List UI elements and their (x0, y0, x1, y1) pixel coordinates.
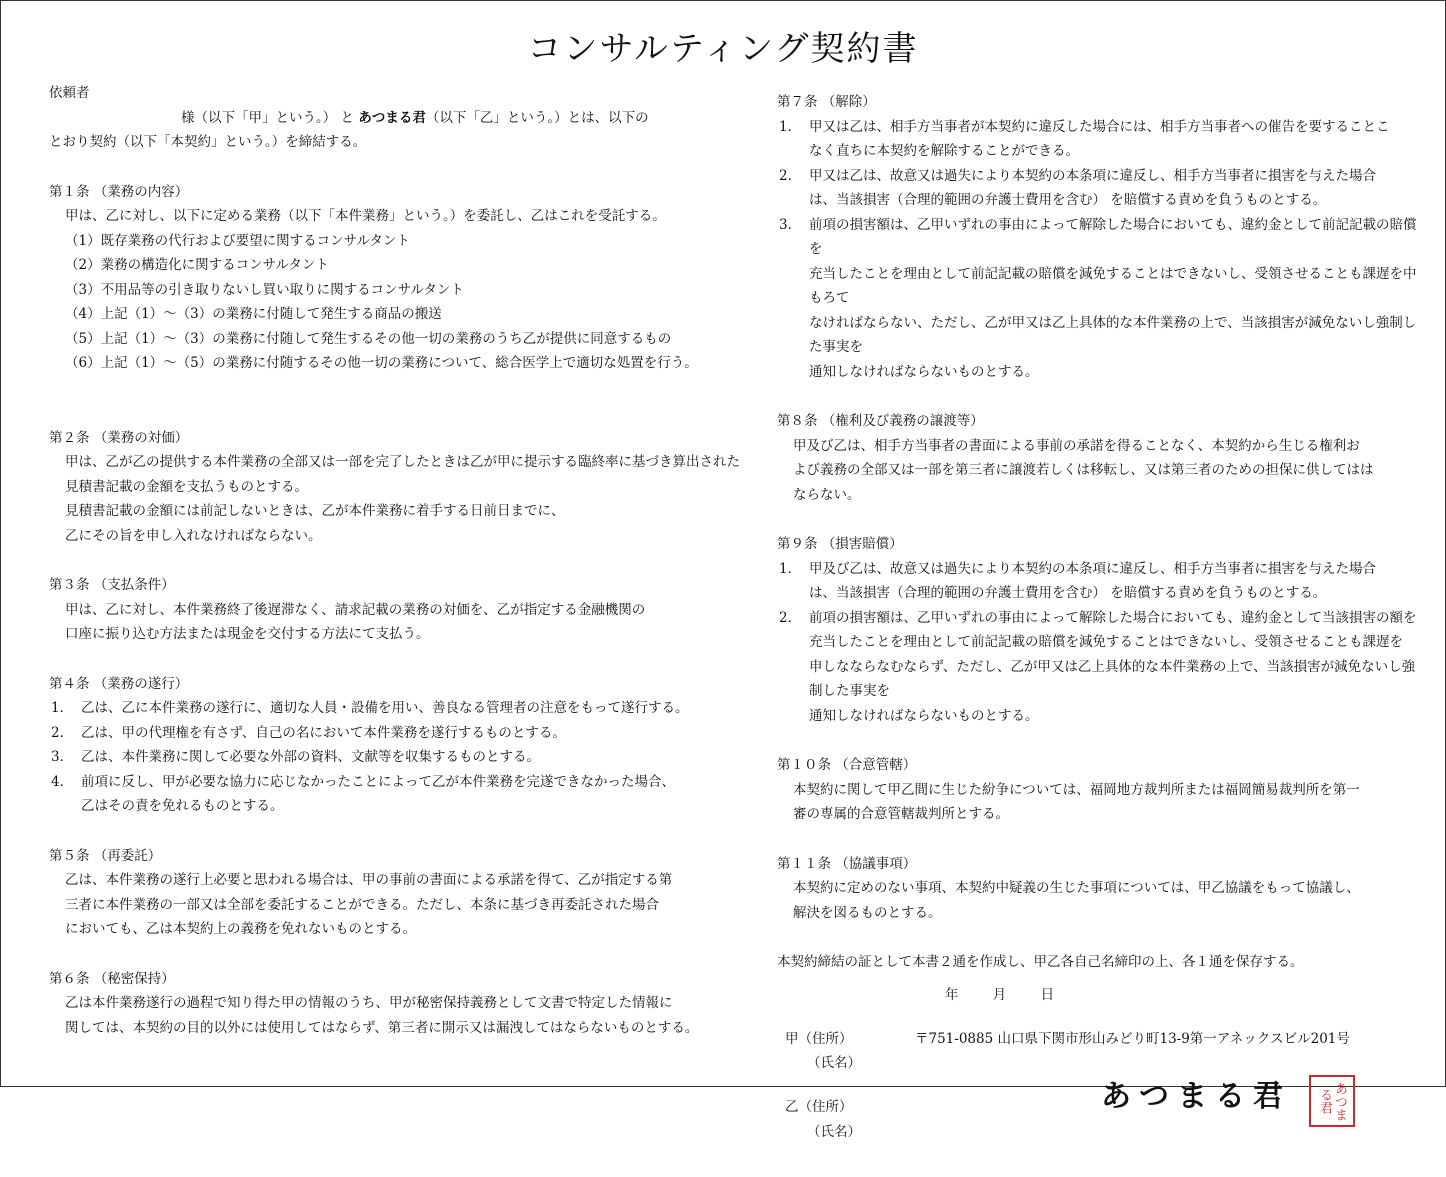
article-text: ならない。 (793, 486, 861, 503)
list-item: （5）上記（1）～（3）の業務に付随して発生するその他一切の業務のうち乙が提供に同意するもの (65, 330, 672, 347)
article-text: 乙は本件業務遂行の過程で知り得た甲の情報のうち、甲が秘密保持義務として文書で特定した情報に (65, 995, 673, 1011)
list-item: 2． 甲又は乙は、故意又は過失により本契約の本条項に違反し、相手方当事者に損害を与えた場合 は、当該損害（合理的範囲の弁護士費用を含む） を賠償する責めを負うものとする。 (779, 167, 1376, 208)
article-heading: 第１１条 （協議事項） (777, 855, 917, 872)
article-text: 本契約に定めのない事項、本契約中疑義の生じた事項については、甲乙協議をもって協議し、 (793, 880, 1360, 896)
article-heading: 第８条 （権利及び義務の譲渡等） (777, 413, 984, 429)
party-otsu-name: あつまる君 (1101, 1079, 1291, 1114)
intro-client-label: 依頼者 (49, 85, 90, 101)
party-otsu-name-label: （氏名） (807, 1124, 861, 1140)
list-item: 4． 前項に反し、甲が必要な協力に応じなかったことによって乙が本件業務を完遂できなかった場合、 乙はその責を免れるものとする。 (51, 773, 675, 814)
list-item: （1）既存業務の代行および要望に関するコンサルタント (65, 232, 410, 249)
article-text: 甲は、乙が乙の提供する本件業務の全部又は一部を完了したときは乙が甲に提示する臨終率に基づき算出された (65, 454, 740, 470)
article-text: よび義務の全部又は一部を第三者に譲渡若しくは移転し、又は第三者のための担保に供してはは (793, 462, 1374, 478)
article-heading: 第４条 （業務の遂行） (49, 675, 189, 692)
article-text: 見積書記載の金額を支払うものとする。 (65, 478, 308, 495)
intro-line-2: とおり契約（以下「本契約」という。）を締結する。 (49, 134, 367, 150)
list-item: 3． 乙は、本件業務に関して必要な外部の資料、文献等を収集するものとする。 (51, 749, 540, 765)
article-text: 乙は、本件業務の遂行上必要と思われる場合は、甲の事前の書面による承諾を得て、乙が指定する第 (65, 872, 673, 888)
article-heading: 第３条 （支払条件） (49, 577, 175, 593)
party-kou-address: 〒751-0885 山口県下関市形山みどり町13-9第一アネックスビル201号 (915, 1031, 1350, 1047)
signing-date: 年 月 日 (945, 986, 1055, 1003)
article-3 (49, 573, 721, 647)
article-text: 解決を図るものとする。 (793, 904, 942, 921)
party-kou-address-label: 甲（住所） (785, 1031, 853, 1047)
list-item: （4）上記（1）～（3）の業務に付随して発生する商品の搬送 (65, 306, 442, 322)
article-11 (777, 852, 1427, 926)
party-otsu-address-label: 乙（住所） (785, 1099, 853, 1115)
article-text: 甲は、乙に対し、以下に定める業務（以下「本件業務」という。）を委託し、乙はこれを受託する。 (65, 208, 666, 224)
article-text: 乙にその旨を申し入れなければならない。 (65, 527, 322, 544)
list-item: 2． 前項の損害額は、乙甲いずれの事由によって解除した場合においても、違約金として当該損害の額を 充当したことを理由として前記記載の賠償を減免することはできないし、受領させることも課遅を 申しなならなむならず、ただし、乙が甲又は乙上具体的な本件業務の上で、当該損害が減免ないし強制した事実を 通知しなければならないものとする。 (779, 609, 1417, 724)
article-text: 関しては、本契約の目的以外には使用してはならず、第三者に開示又は漏洩してはならないものとする。 (65, 1019, 699, 1036)
article-text: 口座に振り込む方法または現金を交付する方法にて支払う。 (65, 626, 430, 642)
closing-statement: 本契約締結の証として本書２通を作成し、甲乙各自己名締印の上、各１通を保存する。 (777, 954, 1304, 970)
article-heading: 第２条 （業務の対価） (49, 429, 189, 446)
article-text: 本契約に関して甲乙間に生じた紛争については、福岡地方裁判所または福岡簡易裁判所を第一 (793, 781, 1360, 798)
list-item: （2）業務の構造化に関するコンサルタント (65, 257, 329, 273)
article-1 (49, 180, 721, 376)
article-text: 見積書記載の金額には前記しないときは、乙が本件業務に着手する日前日までに、 (65, 503, 565, 519)
article-text: 審の専属的合意管轄裁判所とする。 (793, 806, 1009, 822)
parties-block (777, 1027, 1427, 1177)
article-4 (49, 672, 721, 819)
list-item: 1． 甲及び乙は、故意又は過失により本契約の本条項に違反し、相手方当事者に損害を与えた場合 は、当該損害（合理的範囲の弁護士費用を含む） を賠償する責めを負うものとする。 (779, 560, 1376, 601)
article-7 (777, 90, 1427, 384)
article-9 (777, 532, 1427, 728)
right-column (777, 90, 1427, 1177)
client-name: あつまる君 (358, 109, 426, 126)
article-text: においても、乙は本契約上の義務を免れないものとする。 (65, 921, 416, 937)
article-text: 甲及び乙は、相手方当事者の書面による事前の承諾を得ることなく、本契約から生じる権利お (793, 437, 1360, 454)
article-heading: 第６条 （秘密保持） (49, 970, 175, 987)
list-item: 1． 甲又は乙は、相手方当事者が本契約に違反した場合には、相手方当事者への催告を要することこ なく直ちに本契約を解除することができる。 (779, 118, 1390, 159)
article-5 (49, 844, 721, 942)
article-heading: 第１０条 （合意管轄） (777, 757, 917, 773)
list-item: 1． 乙は、乙に本件業務の遂行に、適切な人員・設備を用い、善良なる管理者の注意をもって遂行する。 (51, 700, 689, 716)
list-item: （3）不用品等の引き取りないし買い取りに関するコンサルタント (65, 281, 464, 298)
document-title: コンサルティング契約書 (527, 29, 919, 69)
article-heading: 第７条 （解除） (777, 94, 876, 110)
left-column (49, 81, 740, 1040)
article-2 (49, 426, 740, 549)
article-10 (777, 753, 1427, 827)
article-heading: 第５条 （再委託） (49, 847, 162, 864)
article-heading: 第１条 （業務の内容） (49, 183, 189, 200)
list-item: 2． 乙は、甲の代理権を有さず、自己の名において本件業務を遂行するものとする。 (51, 724, 566, 741)
intro-line-1: 様（以下「甲」という。） と あつまる君（以下「乙」という。）とは、以下の (181, 109, 649, 126)
list-item: （6）上記（1）～（5）の業務に付随するその他一切の業務について、総合医学上で適切な処置を行う。 (65, 355, 698, 371)
article-text: 甲は、乙に対し、本件業務終了後遅滞なく、請求記載の業務の対価を、乙が指定する金融機関の (65, 601, 646, 618)
party-kou-name-label: （氏名） (807, 1055, 861, 1071)
article-8 (777, 409, 1427, 507)
seal-stamp: あつまる君 (1309, 1075, 1355, 1127)
article-heading: 第９条 （損害賠償） (777, 536, 903, 552)
list-item: 3． 前項の損害額は、乙甲いずれの事由によって解除した場合においても、違約金として前記記載の賠償を 充当したことを理由として前記記載の賠償を減免することはできないし、受領させることも課遅を中もろて なければならない、ただし、乙が甲又は乙上具体的な本件業務の上で、当該損害が減免ないし強制した事実を 通知しなければならないものとする。 (779, 216, 1417, 380)
article-text: 三者に本件業務の一部又は全部を委託することができる。ただし、本条に基づき再委託された場合 (65, 896, 659, 913)
article-6 (49, 967, 721, 1041)
